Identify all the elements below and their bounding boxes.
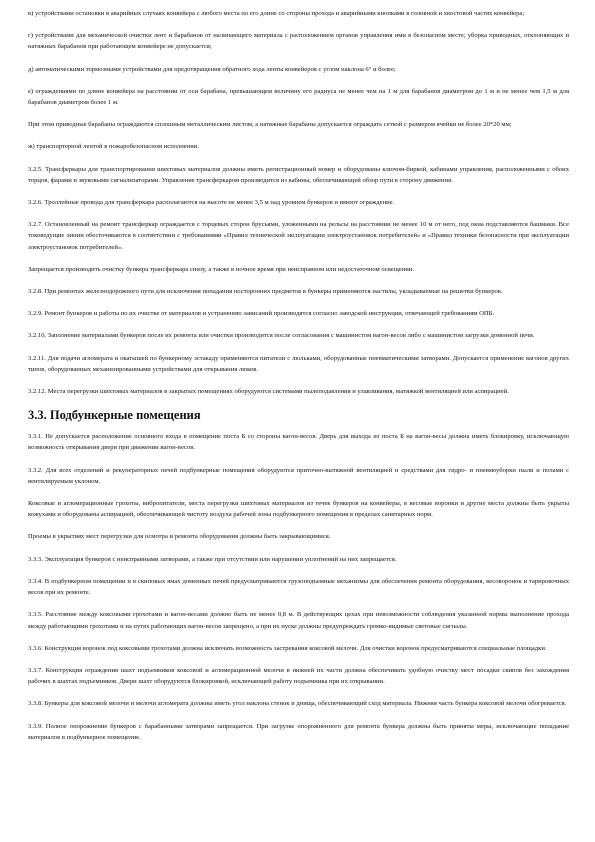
paragraph-item-v: в) устройствами остановки в аварийных случаях конвейера с любого места по его длине со стороны прохода и аварийными кнопками в головной и хвостовой частях конвейера; [28, 10, 525, 17]
paragraph-3-2-8: 3.2.8. При ремонтах железнодорожного пути для исключения попадания посторонних предметов в бункеры применяются настилы, укладываемые на решетки бункеров. [28, 288, 503, 296]
paragraph-item-e: е) ограждениями по длине конвейера на расстоянии от оси барабана, превышающем величину его радиуса не менее чем на 1 м для барабанов диаметром до 1 м и не менее чем 1,5 м для барабанов диаметром более 1 м. [28, 87, 569, 107]
paragraph-3-2-9: 3.2.9. Ремонт бункеров и работы по их очистке от материалов и устранению зависаний производятся согласно заводской инструкции, отвечающей требованиям ОПБ. [28, 310, 495, 318]
paragraph-cleaning-ban: Запрещается производить очистку бункера трансферкара снизу, а также в ночное время при неисправном или недостаточном освещении. [28, 265, 414, 273]
paragraph-item-g: г) устройствами для механической очистки лент и барабанов от налипающего материала с расположением органов управления ими в безопасном месте; уборка приводных, отклоняющих и натяжных барабанов при работающем конвейере не допускается; [28, 32, 569, 51]
paragraph-drum-guarding: При этом приводные барабаны ограждаются сплошным металлическим листом, а натяжные барабаны допускается ограждать сеткой с размером ячейки не более 20*20 мм; [28, 121, 512, 129]
paragraph-proemy: Проемы в укрытиях мест перегрузки для осмотра и ремонта оборудования должны быть закрывающимися. [28, 533, 331, 541]
paragraph-3-3-2: 3.3.2. Для всех отделений и рекуператорных печей подбункерные помещения оборудуются приточно-вытяжной вентиляцией и средствами для гидро- и пневмоуборки пыли и полами с вентилируемым уклоном. [28, 466, 569, 485]
section-heading: 3.3. Подбункерные помещения [28, 408, 201, 423]
paragraph-3-2-5: 3.2.5. Трансферкары для транспортирования шихтовых материалов должны иметь регистрационный номер и оборудованы ключом-биркой, кабинами управления, расположенными с обоих торцов, фарами и звуковыми сигнализаторами. Управление трансферкаром производится из кабины, обеспечивающей обзор пути в сторону движения. [28, 165, 569, 184]
paragraph-3-2-6: 3.2.6. Троллейные провода для трансферкара располагаются на высоте не менее 3,5 м над уровнем бункеров и имеют ограждение. [28, 199, 395, 207]
paragraphs-top [28, 8, 569, 397]
paragraph-item-zh: ж) транспортерной лентой в пожаробезопасном исполнении. [28, 143, 199, 151]
paragraph-3-2-10: 3.2.10. Заполнение материалами бункеров после их ремонта или очистки производится после согласования с машинистом вагон-весов либо с машинистом загрузки доменной печи. [28, 332, 535, 340]
paragraph-3-3-8: 3.3.8. Бункеры для коксовой мелочи и мелочи агломерата должны иметь угол наклона стенок и днища, обеспечивающий сход материала. Нижняя часть бункера коксовой мелочи обогревается. [28, 700, 567, 708]
paragraph-3-3-6: 3.3.6. Конструкция воронок под коксовыми грохотами должна исключать возможность застревания коксовой мелочи. Для очистки воронок предусматриваются специальные площадки. [28, 644, 547, 652]
paragraph-3-2-11: 3.2.11. Для подачи агломерата и окатышей по бункерному эстакаду применяются питатели с люльками, оборудованные пневматическими затворами. Допускается применение вагонов других типов, оборудованных механизированными устройствами для открывания люков. [28, 354, 569, 373]
paragraph-3-3-5: 3.3.5. Расстояние между коксовыми грохотами и вагон-весами должно быть не менее 0,8 м. В действующих цехах при невозможности соблюдения указанной нормы выполнение прохода между работающими грохотами и на путях работающих вагон-весов запрещено, а при их пуске должны предупреждать громко-видимые световые сигналы. [28, 611, 569, 630]
paragraph-3-2-7: 3.2.7. Остановленный на ремонт трансферкар ограждается с торцевых сторон брусьями, уложенными на рельсы на расстоянии не менее 10 м от него, под окна подставляются башмаки. Все токоведущие линии обесточиваются в соответствии с требованиями «Правил технической эксплуатации электроустановок потребителей» и «Правил техники безопасности при эксплуатации электроустановок потребителей». [28, 221, 569, 251]
paragraph-grohoty: Коксовые и агломерационные грохоты, вибропитатели, места перегрузки шихтовых материалов из течек бункеров на конвейеры, в весовые воронки и другие места должны быть укрыты кожухами и оборудованы аспирацией, обеспечивающей чистоту воздуха рабочей зоны подбункерного помещения в пределах санитарных норм. [28, 500, 569, 519]
paragraph-3-2-12: 3.2.12. Места перегрузки шихтовых материалов в закрытых помещениях оборудуются системами пылеподавления и улавливания, вытяжкой вентиляцией или аспирацией. [28, 388, 509, 396]
paragraphs-bottom [28, 431, 569, 743]
paragraph-item-d: д) автоматическими тормозными устройствами для предотвращения обратного хода ленты конвейеров с углом наклона 6° и более; [28, 65, 396, 73]
paragraph-3-3-3: 3.3.3. Эксплуатация бункеров с неисправными затворами, а также при отсутствии или нарушении уплотнений на них запрещается. [28, 555, 397, 563]
paragraph-3-3-1: 3.3.1. Не допускается расположение основного входа в помещение поста Б со стороны вагон-весов. Дверь для выхода из поста Б на вагон-весы должна иметь блокировку, исключающую возможность открывания двери при движении вагон-весов. [28, 433, 569, 452]
paragraph-3-3-9: 3.3.9. Полное опорожнение бункеров с барабанными затворами запрещается. При загрузке опорожненного для ремонта бункера должны быть приняты меры, исключающие попадание материалов в подбункерное помещение. [28, 722, 569, 741]
paragraph-3-3-7: 3.3.7. Конструкция ограждения шахт подъемников коксовой и агломерационной мелочи в нижней их части должна обеспечивать удобную очистку мест посадки скипов без захождения рабочих в шахтах подъемников. Двери шахт оборудуются блокировкой, исключающей работу подъемника при их открывании. [28, 666, 569, 686]
paragraph-3-3-4: 3.3.4. В подбункерном помещении и в скиповых ямах доменных печей предусматриваются грузоподъемные механизмы для обеспечения ремонта оборудования, весоворонок и тарировочных весов при их ремонте. [28, 577, 569, 597]
